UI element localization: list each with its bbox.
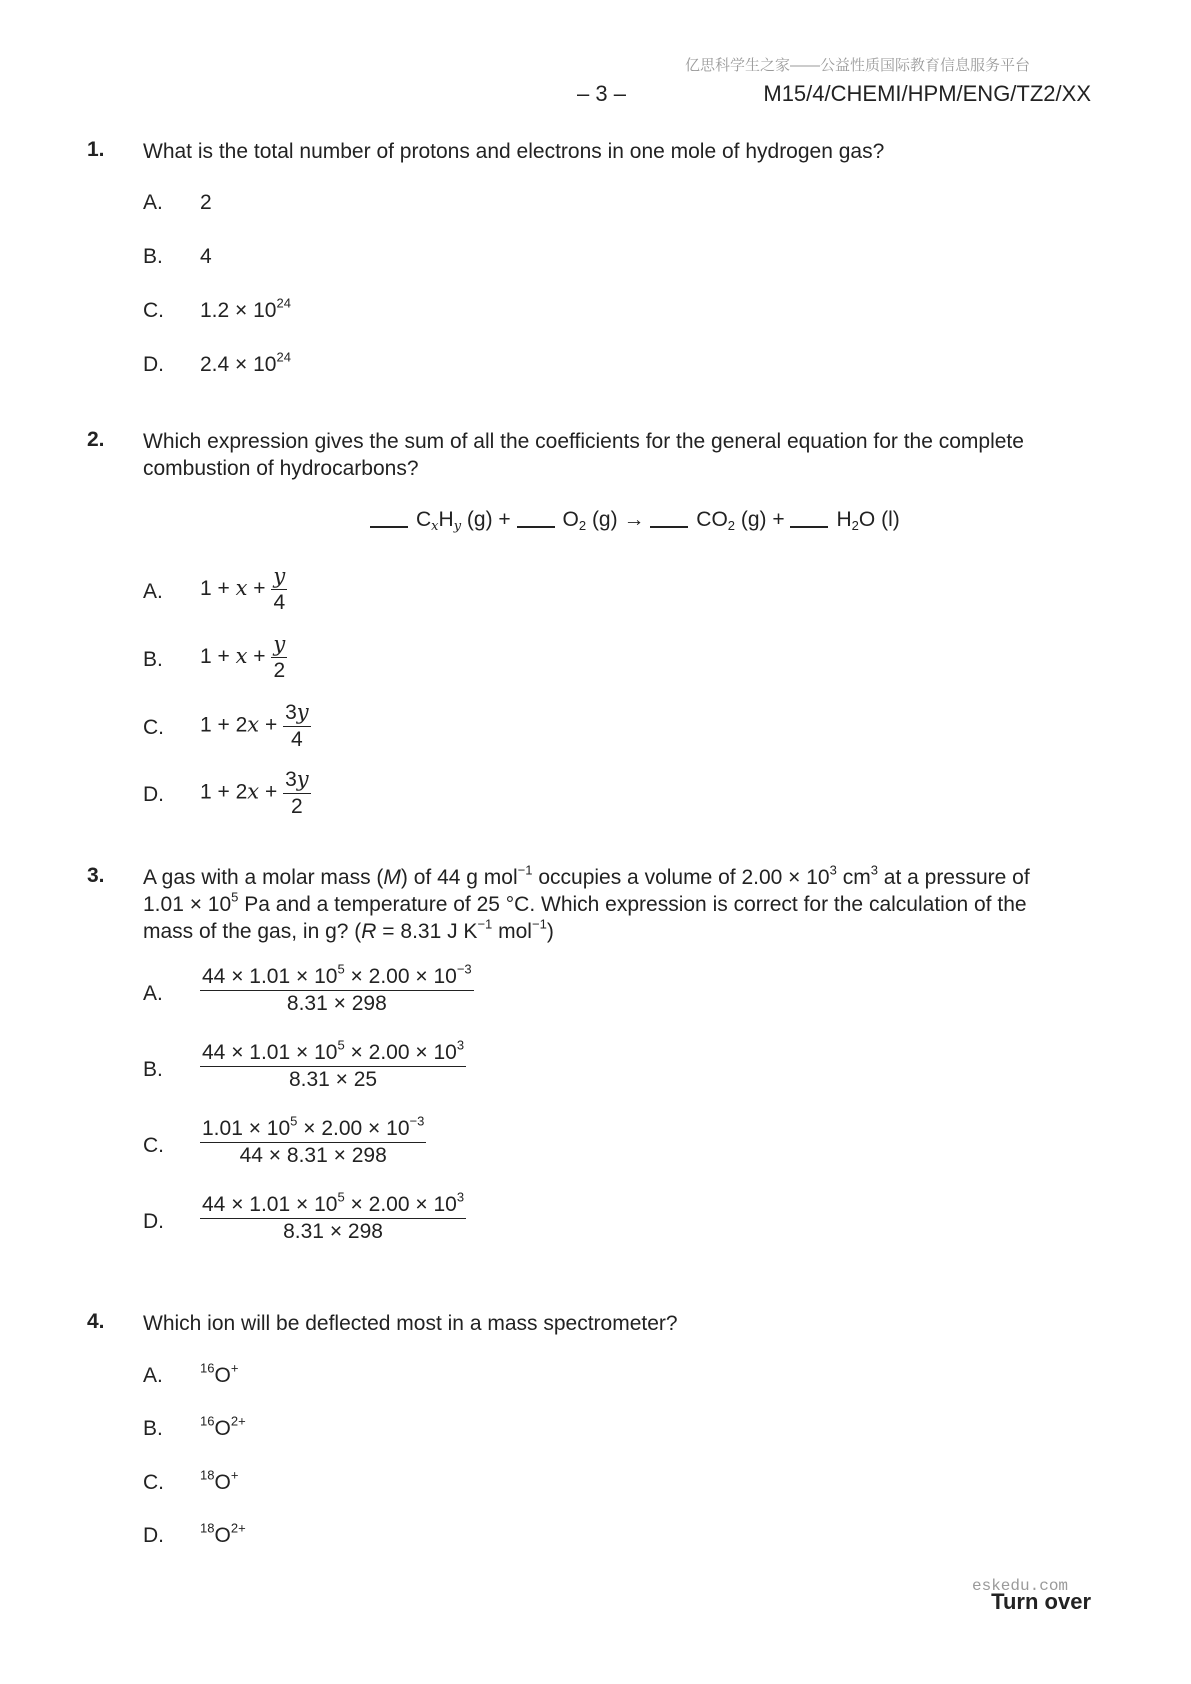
option-letter: C.: [143, 716, 164, 739]
option-letter: D.: [143, 353, 164, 376]
option-letter: B.: [143, 245, 163, 268]
option-letter: A.: [143, 1364, 163, 1387]
question-number: 3.: [87, 864, 105, 887]
option-letter: A.: [143, 580, 163, 603]
option-letter: C.: [143, 299, 164, 322]
option-value: 1 + x + $\frac{y}{4}$: [200, 564, 286, 614]
fraction: $\frac{3y}{4}$: [285, 700, 309, 751]
option-letter: D.: [143, 1210, 164, 1233]
option-value: $2.4 \times 10^{24}$: [200, 349, 291, 376]
fraction: $\frac{y}{2}$: [273, 632, 286, 682]
option-value: 2: [200, 191, 212, 214]
coefficient-blank: [370, 508, 408, 528]
option-letter: B.: [143, 1058, 163, 1081]
question-text: What is the total number of protons and electrons in one mole of hydrogen gas?: [143, 140, 885, 163]
question-number: 4.: [87, 1310, 105, 1333]
fraction: $\frac{3y}{2}$: [285, 767, 309, 818]
option-value: [200, 1189, 466, 1245]
coefficient-blank: [790, 508, 828, 528]
fraction: $\frac{44 \times 1.01 \times 10^5 \times 2.00 \times 10^3}{8.31 \times 298}$: [202, 1189, 465, 1243]
turn-over-label: Turn over: [991, 1589, 1091, 1614]
option-value: 4: [200, 245, 212, 268]
option-letter: B.: [143, 648, 163, 671]
fraction: $\frac{1.01 \times 10^5 \times 2.00 \times 10^{-3}}{44 \times 8.31 \times 298}$: [202, 1113, 425, 1167]
fraction: $\frac{44 \times 1.01 \times 10^5 \times 2.00 \times 10^3}{8.31 \times 25}$: [202, 1037, 465, 1091]
option-value: $^{16}O^{2+}$: [200, 1413, 246, 1440]
option-value: 1 + 2x + $\frac{3y}{4}$: [200, 700, 309, 751]
fraction: $\frac{44 \times 1.01 \times 10^5 \times 2.00 \times 10^{-3}}{8.31 \times 298}$: [202, 961, 472, 1015]
option-letter: A.: [143, 191, 163, 214]
option-value: [200, 1113, 426, 1169]
option-letter: A.: [143, 982, 163, 1005]
option-value: $^{18}$O+: [200, 1467, 239, 1494]
combustion-equation: $C_xH_y$ $(g) + O_2$ $(g) \to CO_2$ $(g) + H_2O$ (l): [370, 508, 900, 532]
option-letter: C.: [143, 1134, 164, 1157]
option-letter: D.: [143, 783, 164, 806]
header-watermark: 亿思科学生之家——公益性质国际教育信息服务平台: [685, 57, 1031, 74]
option-value: $1.2 \times 10^{24}$: [200, 295, 291, 322]
option-letter: C.: [143, 1471, 164, 1494]
question-number: 2.: [87, 428, 105, 451]
option-value: 1 + 2x + $\frac{3y}{2}$: [200, 767, 309, 818]
coefficient-blank: [517, 508, 555, 528]
option-value: $^{16}$O+: [200, 1360, 239, 1387]
option-value: [200, 961, 474, 1017]
option-value: $^{18}O^{2+}$: [200, 1520, 246, 1547]
question-text: Which expression gives the sum of all the coefficients for the general equation for the complete combustion of hydrocarbons?: [143, 430, 1024, 480]
fraction: $\frac{y}{4}$: [273, 564, 286, 614]
question-number: 1.: [87, 138, 105, 161]
option-letter: B.: [143, 1417, 163, 1440]
coefficient-blank: [650, 508, 688, 528]
question-text: A gas with a molar mass (M) of 44 g mol$^{-1}$ occupies a volume of $2.00 \times 10^3$ $cm^3$ at a pressure of $1.01 \times 10^5$ Pa and a temperature of 25 °C. Which expression is correct for the calculation of the mass of the gas, in g? (R = 8.31 J $K^{-1}$ mol$^{-1}$): [143, 862, 1030, 943]
footer-watermark: eskedu.com: [972, 1577, 1069, 1595]
option-value: [200, 1037, 466, 1093]
paper-code: M15/4/CHEMI/HPM/ENG/TZ2/XX: [763, 81, 1091, 106]
question-text: Which ion will be deflected most in a mass spectrometer?: [143, 1312, 678, 1335]
option-value: 1 + x + $\frac{y}{2}$: [200, 632, 286, 682]
option-letter: D.: [143, 1524, 164, 1547]
page-number: – 3 –: [577, 81, 626, 106]
